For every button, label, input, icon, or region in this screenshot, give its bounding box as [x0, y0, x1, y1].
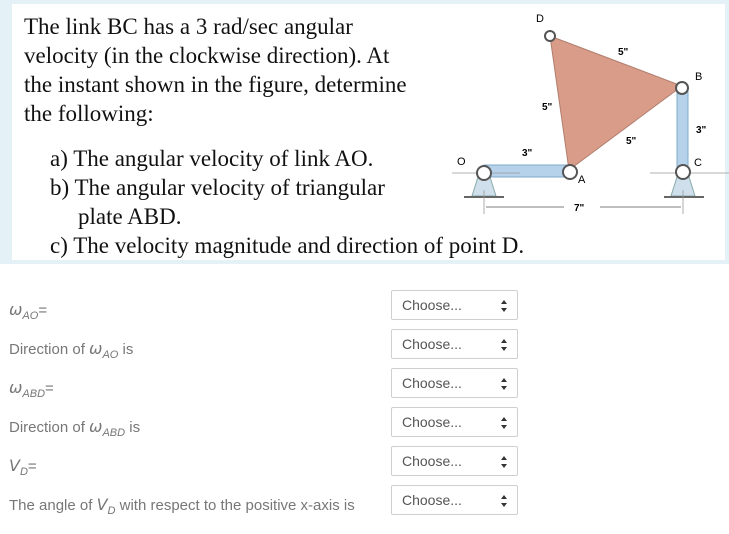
question-velocity-d: [0, 445, 729, 484]
question-direction-abd: [0, 406, 729, 445]
dim-db: 5": [618, 47, 629, 58]
dim-oa: 3": [522, 148, 533, 159]
label-o: O: [457, 156, 466, 168]
pin-b: [676, 82, 688, 94]
ground-support-c: [664, 177, 704, 197]
pin-c: [676, 165, 690, 179]
select-arrows-icon: [501, 456, 507, 468]
pin-d: [545, 31, 555, 41]
dim-ab: 5": [626, 136, 637, 147]
answer-select[interactable]: Choose...: [391, 329, 518, 359]
pin-a: [563, 165, 577, 179]
dim-mid: 5": [542, 102, 553, 113]
answer-select[interactable]: Choose...: [391, 290, 518, 320]
link-oa: [484, 165, 570, 177]
problem-panel: [0, 0, 729, 264]
statement-line: The link BC has a 3 rad/sec angular: [24, 14, 353, 39]
triangular-plate: [550, 36, 682, 170]
question-label: The angle of $V_D$ with respect to the positive x-axis is: [9, 495, 355, 517]
question-omega-abd: [0, 367, 729, 406]
answer-select[interactable]: Choose...: [391, 446, 518, 476]
label-c: C: [694, 157, 702, 169]
statement-line: the instant shown in the figure, determine: [24, 72, 407, 97]
item-b: b) The angular velocity of triangular: [50, 175, 385, 200]
dim-bc: 3": [696, 125, 707, 136]
item-a: a) The angular velocity of link AO.: [50, 146, 374, 171]
problem-statement: [24, 12, 444, 128]
answer-select[interactable]: Choose...: [391, 485, 518, 515]
item-b-cont: plate ABD.: [78, 204, 182, 229]
select-arrows-icon: [501, 378, 507, 390]
question-label: Direction of $\omega_{ABD}$ is: [9, 417, 141, 439]
link-bc: [677, 88, 688, 170]
select-arrows-icon: [501, 300, 507, 312]
select-arrows-icon: [501, 417, 507, 429]
statement-line: the following:: [24, 101, 154, 126]
question-label: $V_D=$: [9, 456, 37, 478]
select-arrows-icon: [501, 339, 507, 351]
statement-line: velocity (in the clockwise direction). At: [24, 43, 390, 68]
question-direction-ao: [0, 328, 729, 367]
item-c: c) The velocity magnitude and direction of point D.: [50, 233, 525, 258]
label-b: B: [695, 71, 703, 83]
question-label: $\omega_{AO}=$: [9, 300, 48, 322]
answer-select[interactable]: Choose...: [391, 368, 518, 398]
pin-o: [477, 166, 491, 180]
dim-oc: 7": [574, 203, 585, 214]
question-label: $\omega_{ABD}=$: [9, 378, 54, 400]
label-a: A: [578, 174, 586, 186]
question-angle-d: [0, 484, 729, 523]
mechanism-figure: [440, 0, 729, 264]
question-omega-ao: [0, 289, 729, 328]
question-label: Direction of $\omega_{AO}$ is: [9, 339, 134, 361]
select-arrows-icon: [501, 495, 507, 507]
answer-select[interactable]: Choose...: [391, 407, 518, 437]
label-d: D: [536, 13, 544, 25]
